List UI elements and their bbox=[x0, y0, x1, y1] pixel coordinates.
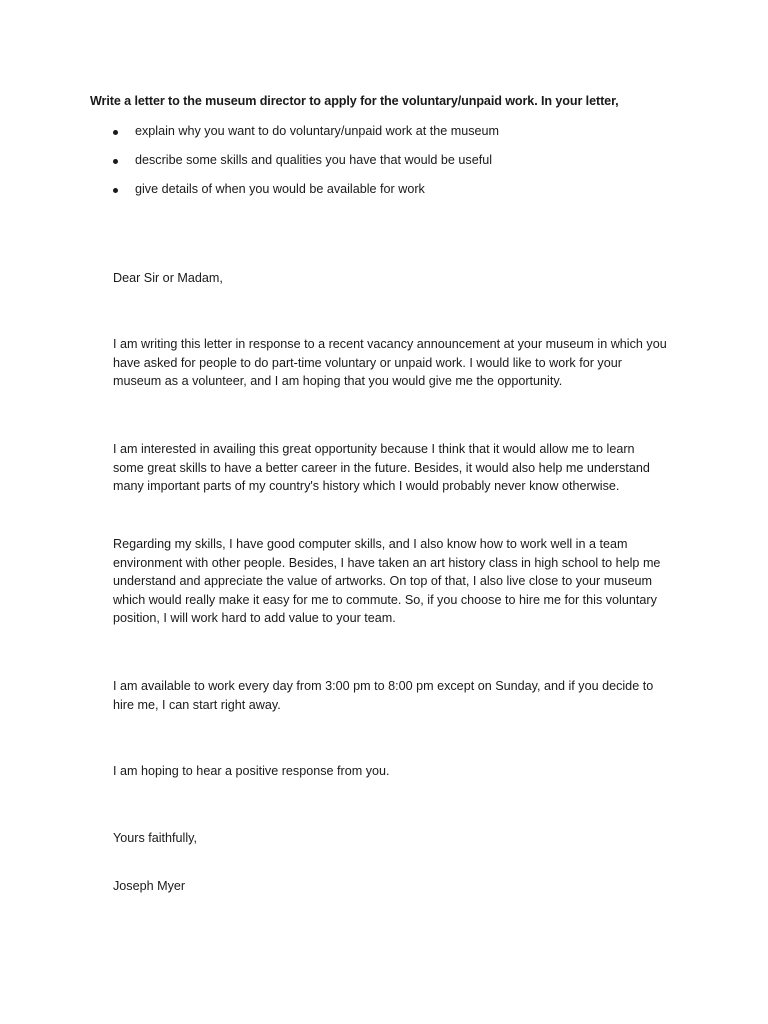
paragraph-line: have asked for people to do part-time voluntary or unpaid work. I would like to work for your bbox=[113, 355, 622, 370]
paragraph-line: I am writing this letter in response to a recent vacancy announcement at your museum in which you bbox=[113, 337, 667, 351]
bullet-icon bbox=[113, 130, 118, 135]
paragraph-line: position, I will work hard to add value to your team. bbox=[113, 611, 396, 626]
paragraph-line: I am available to work every day from 3:00 pm to 8:00 pm except on Sunday, and if you decide to bbox=[113, 679, 654, 693]
paragraph-line: Regarding my skills, I have good computer skills, and I also know how to work well in a team bbox=[113, 537, 628, 551]
bullet-text: describe some skills and qualities you have that would be useful bbox=[135, 153, 493, 167]
paragraph-line: some great skills to have a better career in the future. Besides, it would also help me understand bbox=[113, 460, 650, 475]
bullet-icon bbox=[113, 159, 118, 164]
bullet-text: explain why you want to do voluntary/unpaid work at the museum bbox=[135, 124, 500, 138]
salutation: Dear Sir or Madam, bbox=[113, 271, 223, 285]
letter-paragraph bbox=[113, 762, 685, 781]
paragraph-line: understand and appreciate the value of artworks. On top of that, I also live close to your museum bbox=[113, 574, 653, 589]
paragraph-line: many important parts of my country's history which I would probably never know otherwise. bbox=[113, 479, 620, 494]
signature: Joseph Myer bbox=[113, 879, 186, 893]
bullet-icon bbox=[113, 188, 118, 193]
letter-paragraph bbox=[113, 677, 685, 714]
paragraph-line: environment with other people. Besides, I have taken an art history class in high school to help me bbox=[113, 555, 661, 570]
paragraph-line: which would really make it easy for me to commute. So, if you choose to hire me for this voluntary bbox=[113, 592, 657, 607]
paragraph-line: I am hoping to hear a positive response from you. bbox=[113, 764, 390, 778]
paragraph-line: museum as a volunteer, and I am hoping that you would give me the opportunity. bbox=[113, 374, 563, 389]
paragraph-line: I am interested in availing this great opportunity because I think that it would allow me to learn bbox=[113, 442, 635, 456]
bullet-text: give details of when you would be available for work bbox=[135, 182, 425, 196]
paragraph-line: hire me, I can start right away. bbox=[113, 697, 281, 712]
closing: Yours faithfully, bbox=[113, 831, 198, 845]
task-prompt: Write a letter to the museum director to apply for the voluntary/unpaid work. In your letter, bbox=[90, 94, 619, 108]
letter-paragraph bbox=[113, 440, 685, 496]
letter-paragraph bbox=[113, 535, 685, 628]
letter-paragraph bbox=[113, 335, 685, 391]
